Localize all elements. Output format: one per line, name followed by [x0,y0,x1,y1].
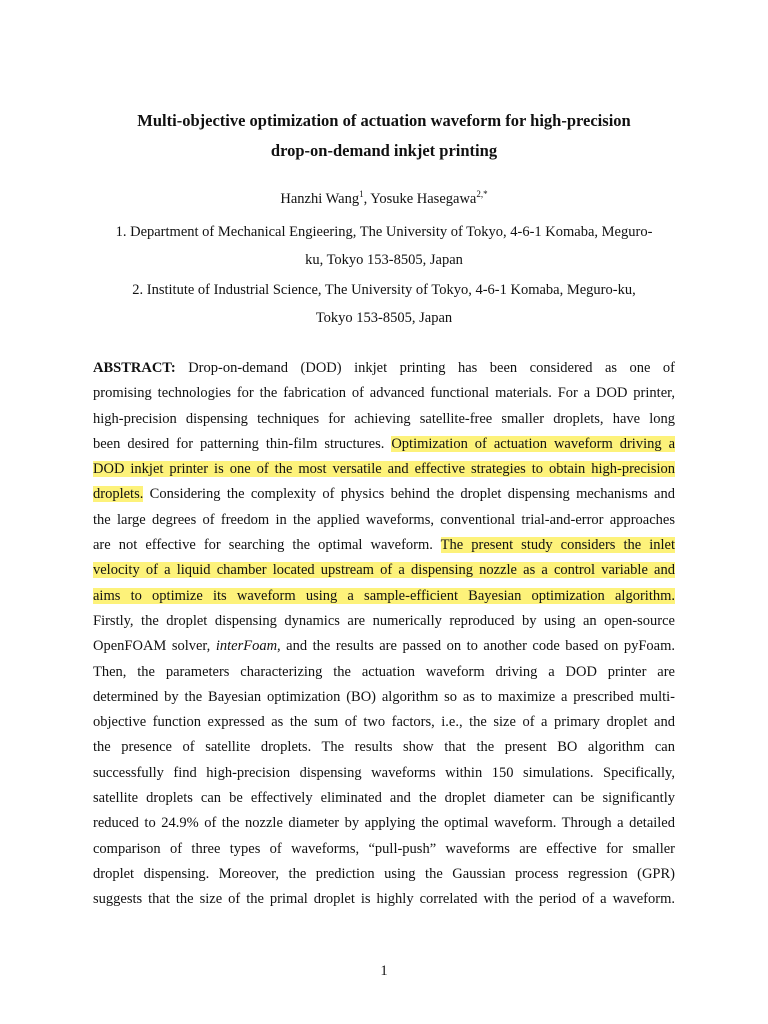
abstract-line [93,533,675,558]
abstract-text: promising technologies for the fabrication of advanced functional materials. For a DOD printer, [93,385,675,402]
affiliation-line: 2. Institute of Industrial Science, The University of Tokyo, 4-6-1 Komaba, Meguro-ku, [132,282,636,298]
highlighted-text: droplets. [93,486,144,503]
highlighted-text: aims to optimize its waveform using a sample-efficient Bayesian optimization algorithm. [93,587,675,604]
abstract-line [93,786,675,811]
abstract-line [93,660,675,685]
abstract-line [93,735,675,760]
highlighted-text: velocity of a liquid chamber located upstream of a dispensing nozzle as a control variable and [93,562,675,579]
abstract-line [93,710,675,735]
abstract-line [93,508,675,533]
abstract-text: OpenFOAM solver, [93,638,216,655]
abstract-line [93,457,675,482]
affiliation-line: Tokyo 153-8505, Japan [315,310,453,326]
paper-title [60,106,708,166]
abstract-text: objective function expressed as the sum of two factors, i.e., the size of a primary droplet and [93,714,675,731]
abstract-text: the presence of satellite droplets. The results show that the present BO algorithm can [93,739,675,756]
author-name: Hanzhi Wang [280,191,360,207]
italic-text: interFoam [215,638,278,655]
affiliation-line: ku, Tokyo 153-8505, Japan [305,252,463,268]
title-line-1: Multi-objective optimization of actuation waveform for high-precision [137,111,631,130]
highlighted-text: Optimization of actuation waveform driving a [391,435,675,452]
abstract-text: the large degrees of freedom in the applied waveforms, conventional trial-and-error approaches [93,511,675,528]
abstract-line [93,685,675,710]
abstract-line [93,761,675,786]
author-affiliation-mark: 2,* [476,189,488,199]
title-line-2: drop-on-demand inkjet printing [270,141,498,160]
page-number: 1 [380,963,388,979]
abstract-text: determined by the Bayesian optimization (BO) algorithm so as to maximize a prescribed multi- [93,688,675,705]
abstract-text: been desired for patterning thin-film structures. [93,435,392,452]
abstract-line [93,432,675,457]
abstract-text: Firstly, the droplet dispensing dynamics are numerically reproduced by using an open-source [93,612,675,629]
abstract-text: reduced to 24.9% of the nozzle diameter by applying the optimal waveform. Through a detailed [93,815,675,832]
abstract-line [93,584,675,609]
abstract-text: Considering the complexity of physics behind the droplet dispensing mechanisms and [143,486,675,503]
author-name: Yosuke Hasegawa [370,191,477,207]
abstract-line [93,837,675,862]
highlighted-text: The present study considers the inlet [440,537,675,554]
abstract [93,356,675,913]
abstract-line [93,862,675,887]
affiliation-line: 1. Department of Mechanical Engieering, The University of Tokyo, 4-6-1 Komaba, Meguro- [115,224,653,240]
abstract-text: , and the results are passed on to another code based on pyFoam. [277,638,675,655]
abstract-text: comparison of three types of waveforms, “pull-push” waveforms are effective for smaller [93,840,675,857]
abstract-line [93,634,675,659]
abstract-line [93,887,675,912]
abstract-label: ABSTRACT: [93,360,176,376]
highlighted-text: DOD inkjet printer is one of the most versatile and effective strategies to obtain high-precision [93,461,675,478]
author-separator: , [363,191,371,207]
abstract-text: suggests that the size of the primal droplet is highly correlated with the period of a waveform. [93,891,675,908]
abstract-line [93,407,675,432]
abstract-line [93,558,675,583]
abstract-line [93,356,675,381]
abstract-line [93,811,675,836]
abstract-line [93,482,675,507]
abstract-text: Then, the parameters characterizing the actuation waveform driving a DOD printer are [93,663,675,680]
affiliation-2 [92,276,676,332]
affiliation-1 [92,218,676,274]
abstract-line [93,609,675,634]
author-list [60,189,708,209]
abstract-text: are not effective for searching the optimal waveform. [93,537,441,554]
abstract-text: droplet dispensing. Moreover, the prediction using the Gaussian process regression (GPR) [93,865,675,882]
abstract-line [93,381,675,406]
abstract-text: satellite droplets can be effectively eliminated and the droplet diameter can be significantly [93,790,675,807]
abstract-text: Drop-on-demand (DOD) inkjet printing has been considered as one of [175,360,675,376]
abstract-text: high-precision dispensing techniques for achieving satellite-free smaller droplets, have long [93,410,675,427]
abstract-text: successfully find high-precision dispensing waveforms within 150 simulations. Specifically, [93,764,675,781]
author-affiliation-mark: 1 [359,189,364,199]
